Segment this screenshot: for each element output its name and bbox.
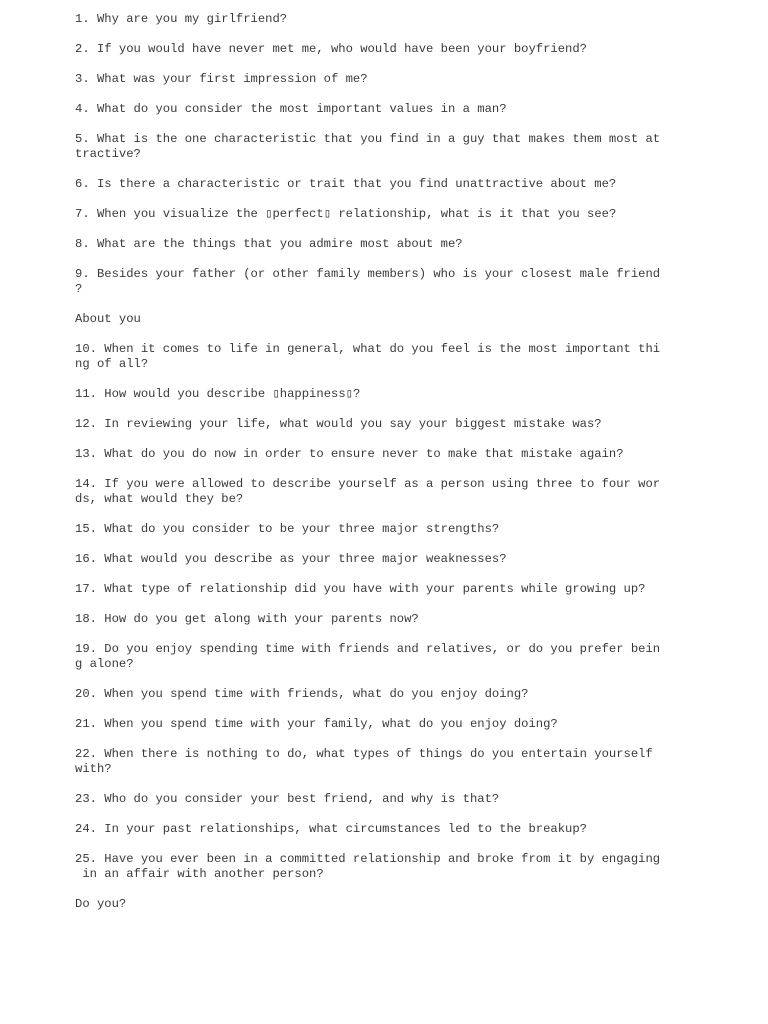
- question-1: 1. Why are you my girlfriend?: [75, 12, 288, 26]
- question-4: 4. What do you consider the most important values in a man?: [75, 102, 507, 116]
- question-8: 8. What are the things that you admire most about me?: [75, 237, 463, 251]
- closing-line: Do you?: [75, 897, 127, 911]
- question-21: 21. When you spend time with your family, what do you enjoy doing?: [75, 717, 558, 731]
- question-24: 24. In your past relationships, what circumstances led to the breakup?: [75, 822, 587, 836]
- question-14: 14. If you were allowed to describe yourself as a person using three to four wor ds, what would they be?: [75, 477, 661, 506]
- question-25: 25. Have you ever been in a committed relationship and broke from it by engaging in an affair with another person?: [75, 852, 661, 881]
- question-3: 3. What was your first impression of me?: [75, 72, 368, 86]
- section-heading-about-you: About you: [75, 312, 141, 326]
- document-page: [75, 12, 675, 927]
- question-16: 16. What would you describe as your three major weaknesses?: [75, 552, 507, 566]
- question-7: 7. When you visualize the ▯perfect▯ relationship, what is it that you see?: [75, 207, 617, 221]
- question-9: 9. Besides your father (or other family members) who is your closest male friend ?: [75, 267, 661, 296]
- question-23: 23. Who do you consider your best friend, and why is that?: [75, 792, 500, 806]
- question-12: 12. In reviewing your life, what would you say your biggest mistake was?: [75, 417, 602, 431]
- question-11: 11. How would you describe ▯happiness▯?: [75, 387, 361, 401]
- question-18: 18. How do you get along with your parents now?: [75, 612, 419, 626]
- question-10: 10. When it comes to life in general, what do you feel is the most important thi ng of all?: [75, 342, 661, 371]
- question-13: 13. What do you do now in order to ensure never to make that mistake again?: [75, 447, 624, 461]
- question-15: 15. What do you consider to be your three major strengths?: [75, 522, 500, 536]
- question-22: 22. When there is nothing to do, what types of things do you entertain yourself with?: [75, 747, 653, 776]
- question-19: 19. Do you enjoy spending time with friends and relatives, or do you prefer bein g alone?: [75, 642, 661, 671]
- question-2: 2. If you would have never met me, who would have been your boyfriend?: [75, 42, 587, 56]
- question-6: 6. Is there a characteristic or trait that you find unattractive about me?: [75, 177, 617, 191]
- question-5: 5. What is the one characteristic that you find in a guy that makes them most at tractive?: [75, 132, 661, 161]
- question-17: 17. What type of relationship did you have with your parents while growing up?: [75, 582, 646, 596]
- question-20: 20. When you spend time with friends, what do you enjoy doing?: [75, 687, 529, 701]
